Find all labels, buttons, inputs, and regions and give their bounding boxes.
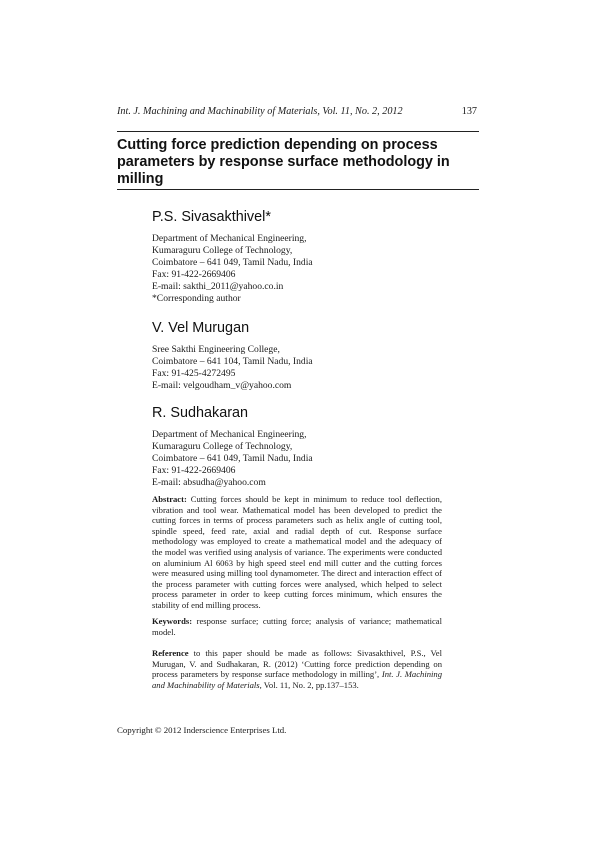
author-block-2	[152, 320, 472, 392]
corresponding-author-note: *Corresponding author	[152, 293, 241, 304]
running-header	[117, 106, 477, 118]
affiliation-line: Coimbatore – 641 049, Tamil Nadu, India	[152, 257, 313, 268]
affiliation-line: Coimbatore – 641 104, Tamil Nadu, India	[152, 356, 313, 367]
author-name: P.S. Sivasakthivel*	[152, 209, 271, 225]
keywords-text: response surface; cutting force; analysis of variance; mathematical model.	[152, 616, 442, 637]
copyright-notice: Copyright © 2012 Inderscience Enterprises Ltd.	[117, 725, 287, 735]
author-block-3	[152, 405, 472, 489]
author-name: V. Vel Murugan	[152, 320, 250, 336]
fax-line: Fax: 91-422-2669406	[152, 269, 236, 280]
abstract	[152, 494, 442, 611]
affiliation-line: Kumaraguru College of Technology,	[152, 441, 293, 452]
fax-line: Fax: 91-425-4272495	[152, 368, 236, 379]
reference-volume: , Vol. 11, No. 2, pp.137–153.	[259, 679, 359, 690]
reference-label: Reference	[152, 648, 189, 658]
reference	[152, 648, 442, 690]
fax-line: Fax: 91-422-2669406	[152, 465, 236, 476]
reference-text: to this paper should be made as follows: Sivasakthivel, P.S., Vel Murugan, V. and Sudhakaran, R. (2012) ‘Cutting force prediction depending on process parameters by response surface methodology in milling’,	[152, 648, 442, 680]
keywords	[152, 616, 442, 637]
affiliation-line: Sree Sakthi Engineering College,	[152, 344, 280, 355]
affiliation-line: Department of Mechanical Engineering,	[152, 233, 307, 244]
reference-journal: Int. J. Machining and Machinability of Materials	[152, 669, 443, 690]
email-line: E-mail: sakthi_2011@yahoo.co.in	[152, 281, 284, 292]
email-line: E-mail: velgoudham_v@yahoo.com	[152, 380, 292, 391]
journal-citation: Int. J. Machining and Machinability of Materials, Vol. 11, No. 2, 2012	[117, 106, 403, 117]
keywords-label: Keywords:	[152, 616, 193, 626]
title-bottom-rule	[117, 189, 479, 190]
page-number: 137	[461, 106, 477, 117]
author-name: R. Sudhakaran	[152, 405, 248, 421]
author-affiliation	[152, 429, 472, 489]
affiliation-line: Kumaraguru College of Technology,	[152, 245, 293, 256]
abstract-label: Abstract:	[152, 494, 187, 504]
paper-title: Cutting force prediction depending on process parameters by response surface methodology in milling	[117, 137, 450, 187]
author-affiliation	[152, 233, 472, 305]
title-top-rule	[117, 131, 479, 132]
author-block-1	[152, 209, 472, 305]
affiliation-line: Coimbatore – 641 049, Tamil Nadu, India	[152, 453, 313, 464]
abstract-text: Cutting forces should be kept in minimum to reduce tool deflection, vibration and tool wear. Mathematical model has been developed to predict the cutting forces in terms of process parameters such as helix angle of cutting tool, spindle speed, feed rate, axial and radial depth of cut. Response surface methodology was employed to create a mathematical model and the adequacy of the model was verified using analysis of variance. The experiments were conducted on aluminium Al 6063 by high speed steel end mill cutter and the cutting forces were measured using milling tool dynamometer. The direct and interaction effect of the process parameter with cutting forces were analysed, which helped to select process parameter in order to keep cutting forces minimum, which ensures the stability of end milling process.	[152, 494, 443, 610]
author-affiliation	[152, 344, 472, 392]
affiliation-line: Department of Mechanical Engineering,	[152, 429, 307, 440]
email-line: E-mail: absudha@yahoo.com	[152, 477, 266, 488]
